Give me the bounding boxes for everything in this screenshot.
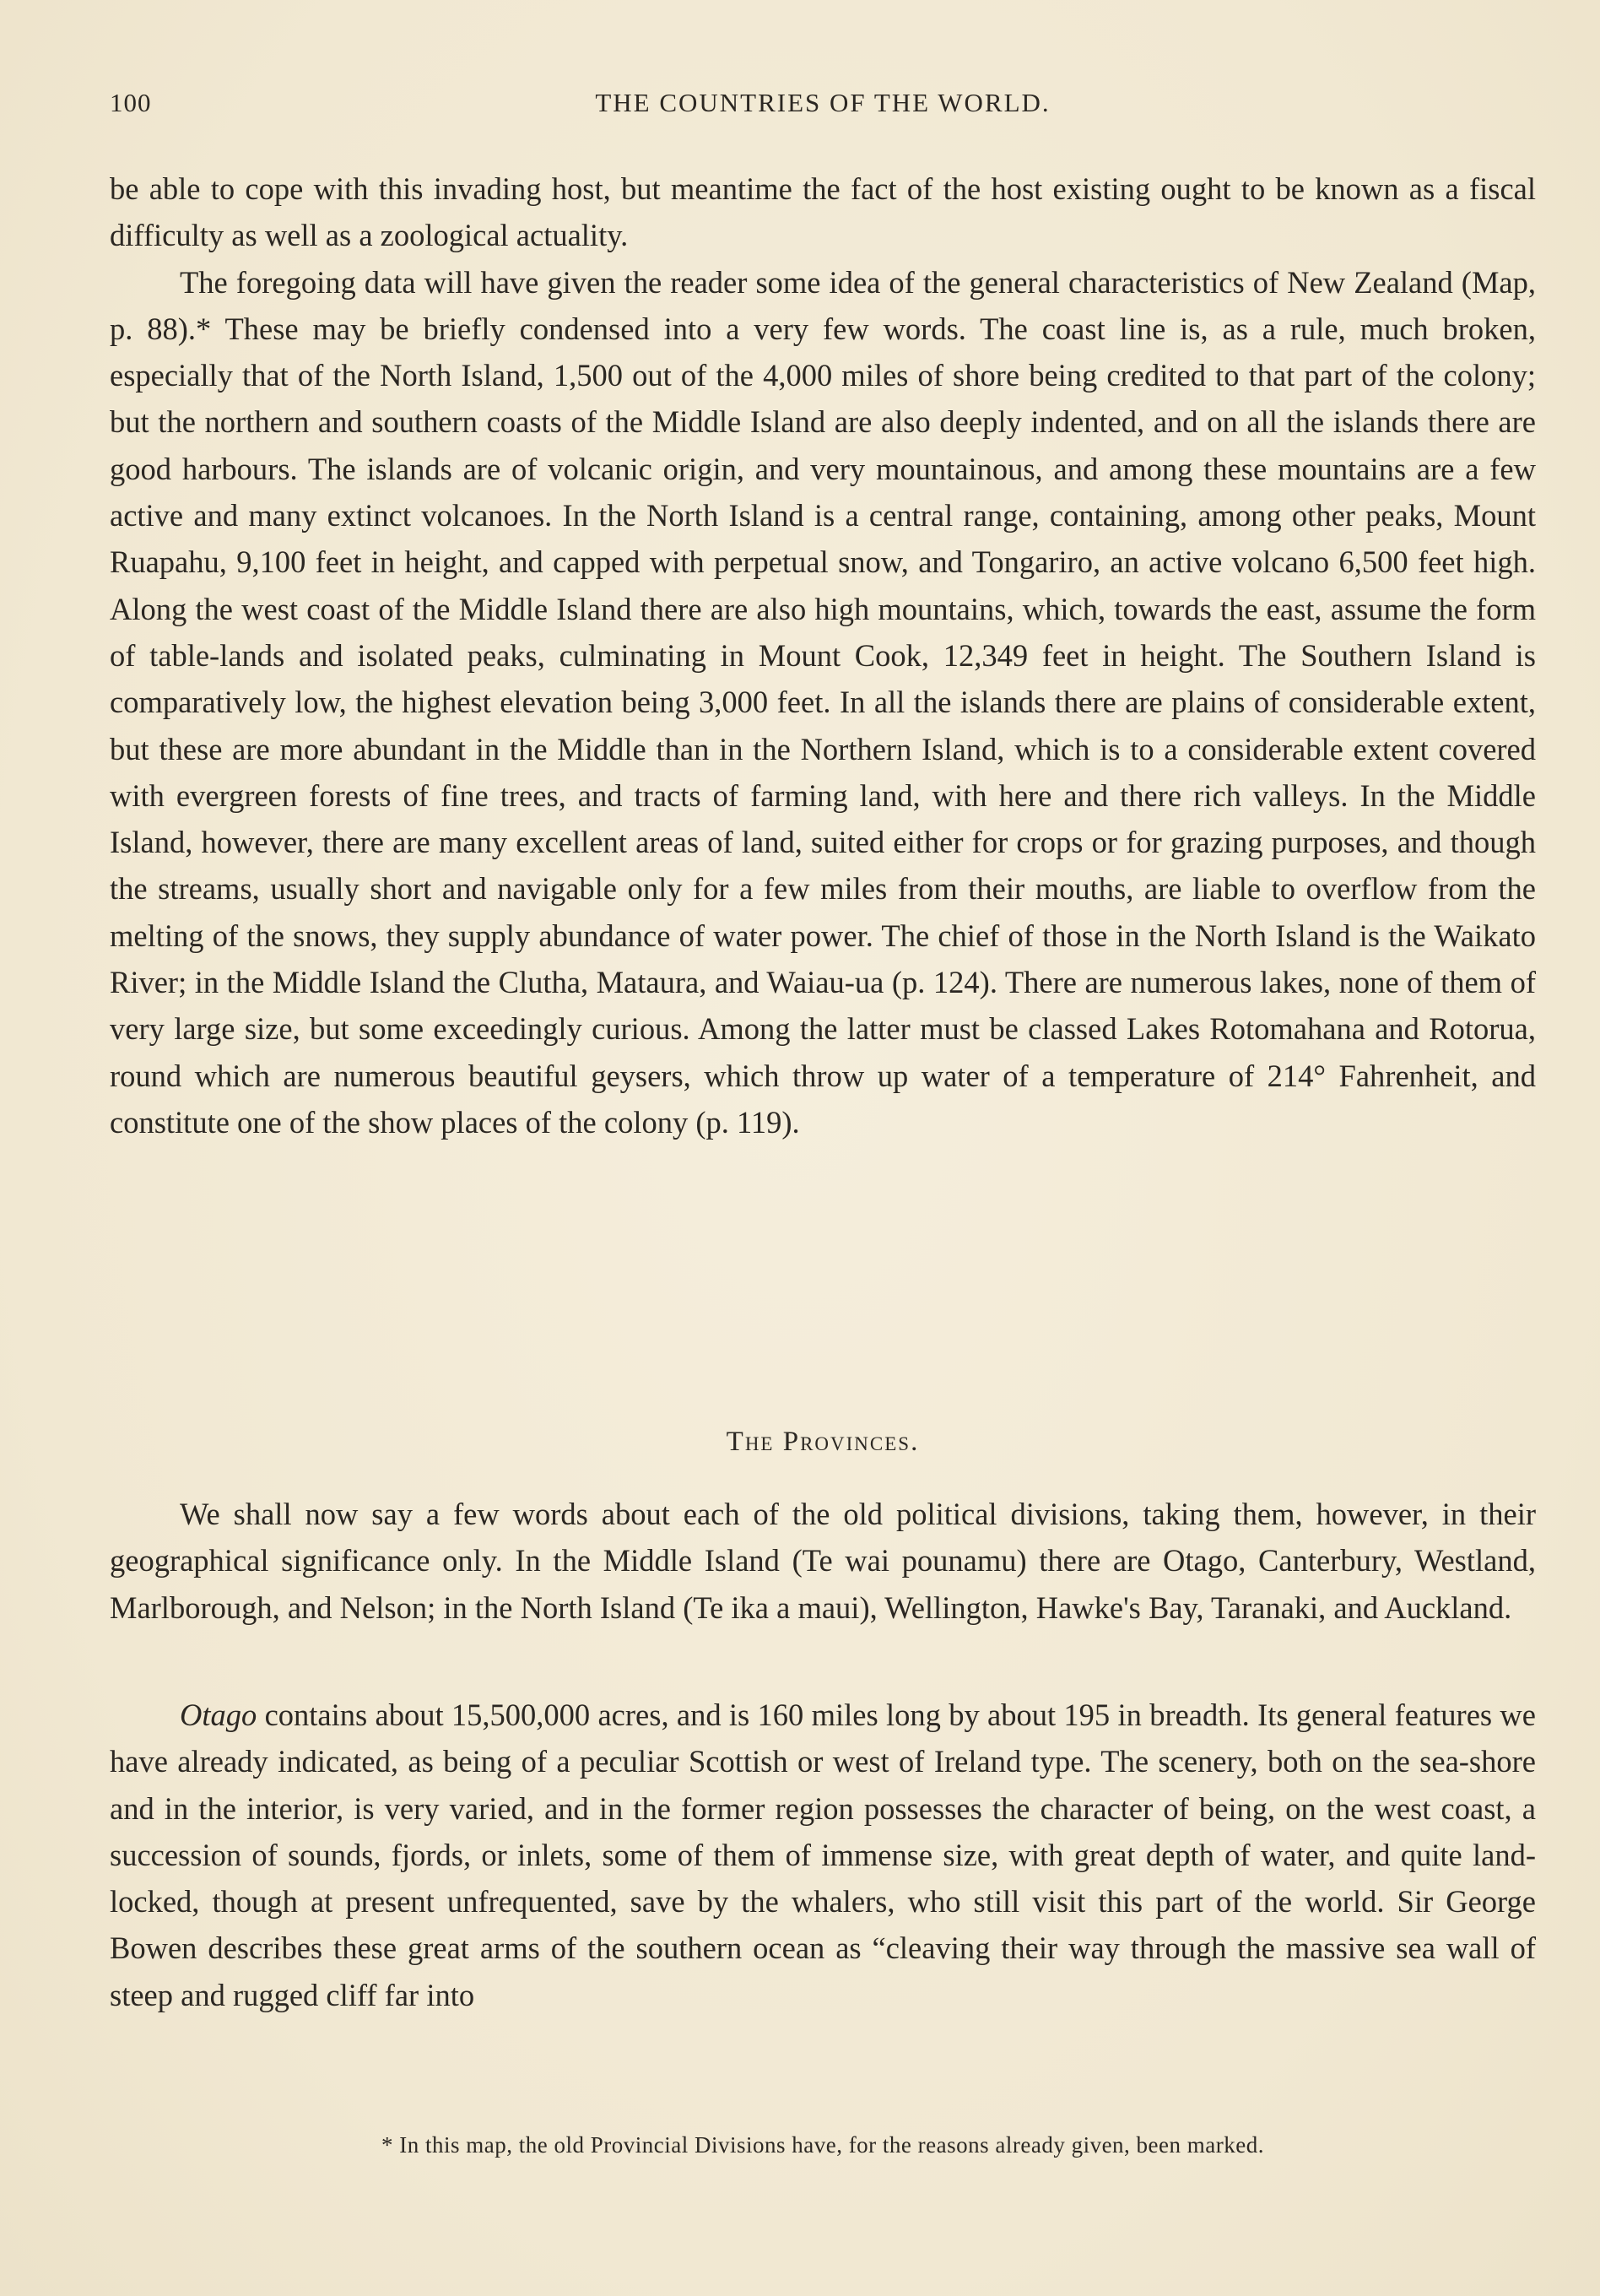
- paragraph-general-characteristics: The foregoing data will have given the reader some idea of the general characteristics of New Zealand (Map, p. 88).* These may be briefly condensed into a very few words. The coast line is, as a rule, much broken, especially that of the North Island, 1,500 out of the 4,000 miles of shore being credited to that part of the colony; but the northern and southern coasts of the Middle Island are also deeply indented, and on all the islands there are good harbours. The islands are of volcanic origin, and very mountainous, and among these mountains are a few active and many extinct volcanoes. In the North Island is a central range, containing, among other peaks, Mount Ruapahu, 9,100 feet in height, and capped with perpetual snow, and Tongariro, an active volcano 6,500 feet high. Along the west coast of the Middle Island there are also high mountains, which, towards the east, assume the form of table-lands and isolated peaks, culminating in Mount Cook, 12,349 feet in height. The Southern Island is comparatively low, the highest elevation being 3,000 feet. In all the islands there are plains of considerable extent, but these are more abundant in the Middle than in the Northern Island, which is to a considerable extent covered with evergreen forests of fine trees, and tracts of farming land, with here and there rich valleys. In the Middle Island, however, there are many excellent areas of land, suited either for crops or for grazing purposes, and though the streams, usually short and navigable only for a few miles from their mouths, are liable to overflow from the melting of the snows, they supply abundance of water power. The chief of those in the North Island is the Waikato River; in the Middle Island the Clutha, Mataura, and Waiau-ua (p. 124). There are numerous lakes, none of them of very large size, but some exceedingly curious. Among the latter must be classed Lakes Rotomahana and Rotorua, round which are numerous beautiful geysers, which throw up water of a temperature of 214° Fahrenheit, and constitute one of the show places of the colony (p. 119).: [110, 264, 1536, 1140]
- otago-text: contains about 15,500,000 acres, and is 160 miles long by about 195 in breadth. Its general features we have already indicated, as being of a peculiar Scottish or west of Ireland type. The scenery, both on the sea-shore and in the interior, is very varied, and in the former region possesses the character of being, on the west coast, a succession of sounds, fjords, or inlets, some of them of immense size, with great depth of water, and quite land-locked, though at present unfrequented, save by the whalers, who still visit this part of the world. Sir George Bowen describes these great arms of the southern ocean as “cleaving their way through the massive sea wall of steep and rugged cliff far into: [110, 1698, 1536, 2012]
- running-title: THE COUNTRIES OF THE WORLD.: [595, 88, 1051, 117]
- page-number: 100: [110, 88, 152, 117]
- otago-lead-word: Otago: [180, 1698, 257, 1732]
- body-text-otago: [110, 1692, 1536, 2018]
- paragraph-otago: [110, 1692, 1536, 2018]
- footnote: * In this map, the old Provincial Divisions have, for the reasons already given, been marked.: [381, 2132, 1264, 2158]
- body-text-top: [110, 165, 1536, 1145]
- page-header: [110, 88, 1536, 125]
- paragraph-provinces-intro: We shall now say a few words about each of the old political divisions, taking them, however, in their geographical significance only. In the Middle Island (Te wai pounamu) there are Otago, Canterbury, Westland, Marlborough, and Nelson; in the North Island (Te ika a maui), Wellington, Hawke's Bay, Taranaki, and Auckland.: [110, 1497, 1536, 1625]
- body-text-provinces: [110, 1491, 1536, 1631]
- section-heading: The Provinces.: [726, 1427, 920, 1457]
- paragraph-continuation: be able to cope with this invading host, but meantime the fact of the host existing ought to be known as a fiscal difficulty as well as a zoological actuality.: [110, 171, 1536, 253]
